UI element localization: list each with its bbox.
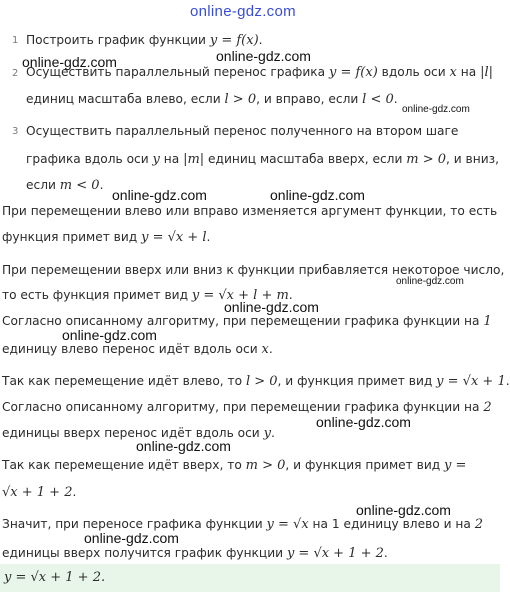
paragraph-2-line-1: При перемещении вверх или вниз к функции прибавляется некоторое число,: [2, 263, 505, 277]
watermark: online-gdz.com: [396, 276, 464, 287]
watermark: online-gdz.com: [22, 54, 117, 70]
watermark: online-gdz.com: [402, 104, 470, 115]
step-3-line-1: Осуществить параллельный перенос полученного на втором шаге: [26, 124, 459, 138]
watermark: online-gdz.com: [316, 414, 411, 430]
step-3-line-3: если m < 0.: [26, 178, 104, 193]
step-2-line-1: Осуществить параллельный перенос графика y = f(x) вдоль оси x на |l|: [26, 65, 493, 80]
step-number: 1: [12, 35, 19, 46]
paragraph-4-line-1: Так как перемещение идёт влево, то l > 0, и функция примет вид y = √x + 1.: [2, 374, 510, 389]
paragraph-7-line-1: Значит, при переносе графика функции y = √x на 1 единицу влево и на 2: [2, 517, 483, 532]
paragraph-1-line-2: функция примет вид y = √x + l.: [2, 230, 211, 245]
watermark: online-gdz.com: [84, 530, 179, 546]
paragraph-3-line-2: единицу влево перенос идёт вдоль оси x.: [2, 342, 273, 357]
watermark-top: online-gdz.com: [190, 3, 296, 20]
step-2-line-2: единиц масштаба влево, если l > 0, и вправо, если l < 0.: [26, 92, 398, 107]
step-number: 3: [12, 126, 19, 137]
watermark: online-gdz.com: [112, 187, 207, 203]
paragraph-1-line-1: При перемещении влево или вправо изменяется аргумент функции, то есть: [2, 204, 498, 218]
watermark: online-gdz.com: [356, 502, 451, 518]
paragraph-7-line-2: единицы вверх получится график функции y = √x + 1 + 2.: [2, 546, 388, 561]
watermark: online-gdz.com: [270, 187, 365, 203]
watermark: online-gdz.com: [62, 327, 157, 343]
answer-formula: y = √x + 1 + 2.: [4, 570, 106, 585]
step-number: 2: [12, 68, 19, 79]
watermark: online-gdz.com: [216, 48, 311, 64]
step-1-line: Построить график функции y = f(x).: [26, 33, 263, 48]
paragraph-2-line-2: то есть функция примет вид y = √x + l + m.: [2, 288, 293, 303]
paragraph-5-line-2: единицы вверх перенос идёт вдоль оси y.: [2, 426, 275, 441]
paragraph-5-line-1: Согласно описанному алгоритму, при перемещении графика функции на 2: [2, 400, 492, 415]
paragraph-3-line-1: Согласно описанному алгоритму, при перемещении графика функции на 1: [2, 314, 492, 329]
paragraph-6-line-2: √x + 1 + 2.: [2, 485, 77, 500]
step-3-line-2: графика вдоль оси y на |m| единиц масштаба вверх, если m > 0, и вниз,: [26, 152, 499, 167]
paragraph-6-line-1: Так как перемещение идёт вверх, то m > 0, и функция примет вид y =: [2, 458, 467, 473]
watermark: online-gdz.com: [224, 299, 319, 315]
watermark: online-gdz.com: [136, 438, 231, 454]
